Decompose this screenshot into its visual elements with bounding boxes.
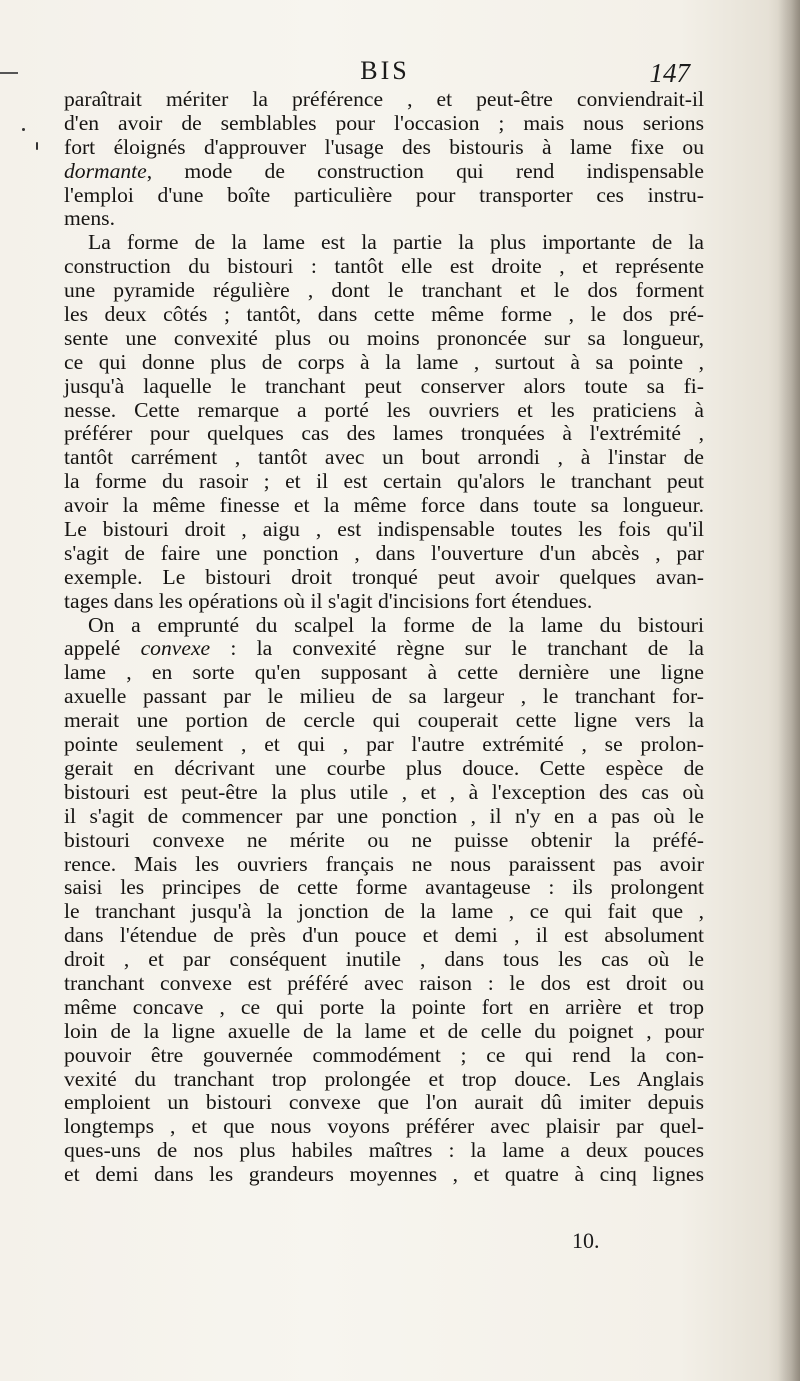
text-line: droit , et par conséquent inutile , dans tous les cas où le (64, 947, 704, 972)
text-line: paraîtrait mériter la préférence , et peut-être conviendrait-il (64, 87, 704, 111)
text-line: vexité du tranchant trop prolongée et trop douce. Les Anglais (64, 1066, 704, 1091)
text-line: et demi dans les grandeurs moyennes , et quatre à cinq lignes (64, 1162, 704, 1187)
running-head-title: BIS (360, 56, 410, 85)
text-line: pointe seulement , et qui , par l'autre extrémité , se prolon- (64, 732, 704, 757)
text-line: d'en avoir de semblables pour l'occasion ; mais nous serions (64, 110, 704, 135)
text-line: ce qui donne plus de corps à la lame , surtout à sa pointe , (64, 349, 704, 374)
text-line: préférer pour quelques cas des lames tronquées à l'extrémité , (64, 421, 704, 446)
text-line: pouvoir être gouvernée commodément ; ce qui rend la con- (64, 1042, 704, 1067)
text-line: rence. Mais les ouvriers français ne nous paraissent pas avoir (64, 851, 704, 876)
text-line: tranchant convexe est préféré avec raison : le dos est droit ou (64, 970, 704, 995)
text-line: axuelle passant par le milieu de sa largeur , le tranchant for- (64, 684, 704, 709)
text-line: gerait en décrivant une courbe plus douce. Cette espèce de (64, 755, 704, 780)
text-line: longtemps , et que nous voyons préférer avec plaisir par quel- (64, 1114, 704, 1139)
text-line: construction du bistouri : tantôt elle est droite , et représente (64, 254, 704, 279)
text-line: bistouri est peut-être la plus utile , et , à l'exception des cas où (64, 779, 704, 804)
text-line: tages dans les opérations où il s'agit d'incisions fort étendues. (64, 588, 593, 613)
text-line: jusqu'à laquelle le tranchant peut conserver alors toute sa fi- (64, 373, 704, 398)
text-line: ques-uns de nos plus habiles maîtres : la lame a deux pouces (64, 1138, 704, 1163)
text-line: mens. (64, 206, 115, 231)
italic-term: dormante (64, 158, 147, 183)
signature-mark: 10. (572, 1228, 600, 1253)
text-line: les deux côtés ; tantôt, dans cette même forme , le dos pré- (64, 302, 704, 327)
italic-term: convexe (140, 636, 211, 661)
text-line: tantôt carrément , tantôt avec un bout arrondi , à l'instar de (64, 445, 704, 470)
running-head (0, 52, 800, 88)
text-line: sente une convexité plus ou moins prononcée sur sa longueur, (64, 325, 704, 350)
text-line: l'emploi d'une boîte particulière pour transporter ces instru- (64, 182, 704, 207)
paragraph-start-line: La forme de la lame est la partie la plus importante de la (88, 230, 704, 255)
text-line: exemple. Le bistouri droit tronqué peut avoir quelques avan- (64, 564, 704, 589)
text-line: le tranchant jusqu'à la jonction de la lame , ce qui fait que , (64, 899, 704, 924)
text-line: bistouri convexe ne mérite ou ne puisse obtenir la préfé- (64, 827, 704, 852)
page-edge-shadow (778, 0, 800, 1381)
text-line: il s'agit de commencer par une ponction , il n'y en a pas où le (64, 803, 704, 828)
text-line: même concave , ce qui porte la pointe fort en arrière et trop (64, 994, 704, 1019)
text-line: nesse. Cette remarque a porté les ouvriers et les praticiens à (64, 397, 704, 422)
ink-speck (22, 128, 25, 131)
text-line: fort éloignés d'approuver l'usage des bistouris à lame fixe ou (64, 134, 704, 159)
text-line: dormante, mode de construction qui rend indispensable (64, 158, 704, 183)
text-line: loin de la ligne axuelle de la lame et de celle du poignet , pour (64, 1018, 704, 1043)
text-line: emploient un bistouri convexe que l'on aurait dû imiter depuis (64, 1090, 704, 1115)
text-line: Le bistouri droit , aigu , est indispensable toutes les fois qu'il (64, 517, 704, 542)
text-line: la forme du rasoir ; et il est certain qu'alors le tranchant peut (64, 469, 704, 494)
text-line: une pyramide régulière , dont le tranchant et le dos forment (64, 278, 704, 303)
paragraph-start-line: On a emprunté du scalpel la forme de la lame du bistouri (88, 612, 704, 637)
text-line: dans l'étendue de près d'un pouce et demi , il est absolument (64, 923, 704, 948)
text-line: merait une portion de cercle qui couperait cette ligne vers la (64, 708, 704, 733)
text-line: lame , en sorte qu'en supposant à cette dernière une ligne (64, 660, 704, 685)
ink-speck (36, 142, 38, 150)
text-line: appelé convexe : la convexité règne sur le tranchant de la (64, 636, 704, 661)
text-line: saisi les principes de cette forme avantageuse : ils prolongent (64, 875, 704, 900)
page-number: 147 (649, 58, 690, 88)
body-text (64, 88, 704, 1187)
text-line: s'agit de faire une ponction , dans l'ouverture d'un abcès , par (64, 540, 704, 565)
text-line: avoir la même finesse et la même force dans toute sa longueur. (64, 493, 704, 518)
